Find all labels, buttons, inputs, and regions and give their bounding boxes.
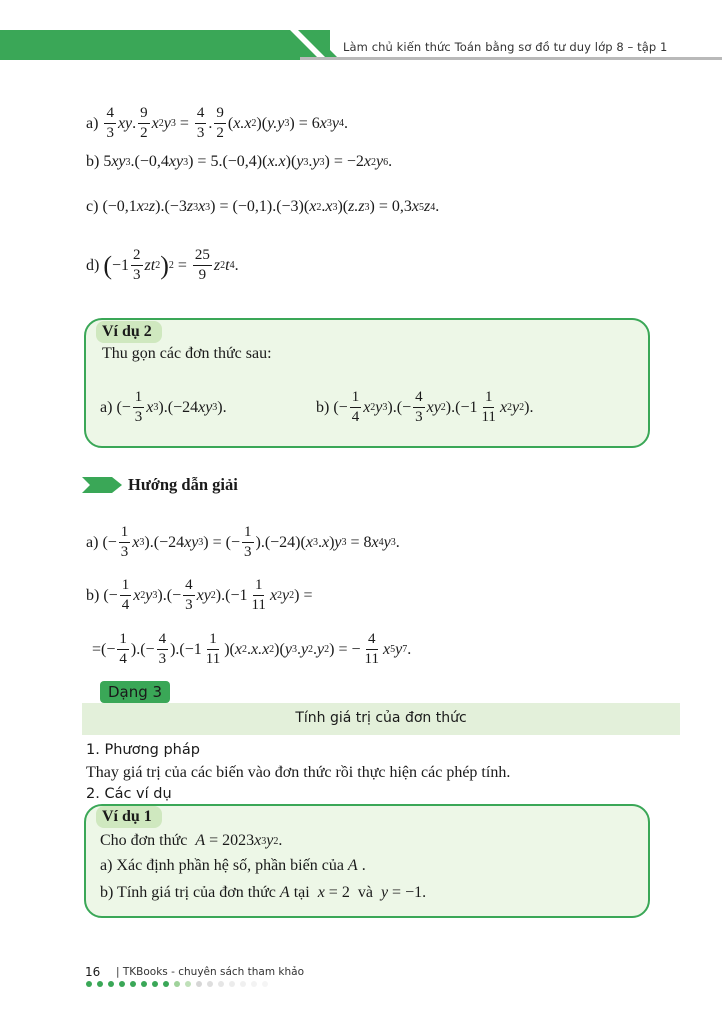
example1-line1-text: Cho đơn thức bbox=[100, 832, 188, 849]
footer-dot bbox=[251, 981, 257, 987]
example2-a: a) (− $\frac{1}{3}$ x 3 ).(−24 xy 3 ). bbox=[100, 389, 227, 425]
footer-dot bbox=[174, 981, 180, 987]
method-text: Thay giá trị của các biến vào đơn thức rồi thực hiện các phép tính. bbox=[86, 764, 511, 781]
footer-dot bbox=[108, 981, 114, 987]
label-b: b) bbox=[86, 586, 100, 604]
example1-line3-at: tại bbox=[293, 884, 310, 901]
guide-a-line: a) (− $\frac{1}{3}$ x 3 ).(−24 xy 3 ) = (− $\frac{1}{3}$ ).(−24)( x 3 . x ) y 3 = 8 x 4 y 3 . bbox=[86, 524, 400, 560]
footer-text: | TKBooks - chuyên sách tham khảo bbox=[116, 966, 305, 978]
dang3-title: Tính giá trị của đơn thức bbox=[295, 710, 467, 726]
example2-b: b) (− $\frac{1}{4}$ x 2 y 3 ).(− $\frac{4}{3}$ xy 2 ).(−1 $\frac{1}{11}$ x 2 y 2 ). bbox=[316, 389, 534, 425]
footer-dot bbox=[141, 981, 147, 987]
example1-line2: a) Xác định phần hệ số, phần biến của A . bbox=[100, 857, 366, 874]
label-d: d) bbox=[86, 256, 100, 274]
label-c: c) bbox=[86, 198, 99, 215]
header-green-bar bbox=[0, 30, 330, 60]
example1-line2-text: a) Xác định phần hệ số, phần biến của bbox=[100, 857, 344, 874]
header-title: Làm chủ kiến thức Toán bằng sơ đồ tư duy lớp 8 – tập 1 bbox=[343, 40, 668, 54]
footer-dot bbox=[163, 981, 169, 987]
footer-dot bbox=[119, 981, 125, 987]
footer-dots bbox=[86, 981, 268, 987]
footer-dot bbox=[152, 981, 158, 987]
footer-dot bbox=[196, 981, 202, 987]
label-a: a) bbox=[86, 533, 99, 551]
example1-line3-text: b) Tính giá trị của đơn thức bbox=[100, 884, 276, 901]
solution-c-line: c) (−0,1 x 2 z ).(−3 z 3 x 3 ) = (−0,1).(−3)( x 2 . x 3 )( z.z 3 ) = 0,3 x 5 z 4 . bbox=[86, 198, 440, 215]
footer-dot bbox=[86, 981, 92, 987]
guide-b-line1: b) (− $\frac{1}{4}$ x 2 y 3 ).(− $\frac{4}{3}$ xy 2 ).(−1 $\frac{1}{11}$ x 2 y 2 ) = bbox=[86, 577, 313, 613]
dang3-tag: Dạng 3 bbox=[100, 681, 170, 703]
solution-d-line: d) ( −1 $\frac{2}{3}$ zt 2 ) 2 = $\frac{25}{9}$ z 2 t 4 . bbox=[86, 247, 239, 283]
example1-tag: Ví dụ 1 bbox=[96, 806, 162, 828]
label-b: b) bbox=[316, 398, 330, 416]
header-rule bbox=[300, 57, 722, 60]
example1-line3: b) Tính giá trị của đơn thức A tại x = 2 và y = −1. bbox=[100, 884, 427, 901]
footer-dot bbox=[97, 981, 103, 987]
solution-b-line: b) 5 xy 3 .(−0,4 xy 3 ) = 5.(−0,4)( x.x )( y 3 . y 3 ) = −2 x 2 y 6 . bbox=[86, 153, 393, 170]
example1-line1: Cho đơn thức A = 2023 x 3 y 2 . bbox=[100, 832, 283, 849]
footer-dot bbox=[185, 981, 191, 987]
method-heading: 1. Phương pháp bbox=[86, 742, 200, 758]
footer-dot bbox=[130, 981, 136, 987]
guide-title: Hướng dẫn giải bbox=[128, 475, 238, 494]
guide-b-line2: =(− $\frac{1}{4}$ ).(− $\frac{4}{3}$ ).(−1 $\frac{1}{11}$ )( x 2 . x.x 2 )( y 3 . y 2 . y 2 ) = − $\frac{4}{11}$ x 5 y 7 . bbox=[92, 631, 412, 667]
footer-dot bbox=[207, 981, 213, 987]
footer-dot bbox=[229, 981, 235, 987]
page-number: 16 bbox=[85, 965, 101, 979]
label-a: a) bbox=[100, 398, 113, 416]
label-a: a) bbox=[86, 114, 99, 132]
solution-a-line: a) $\frac{4}{3}$ xy . $\frac{9}{2}$ x 2 y 3 = $\frac{4}{3}$ . $\frac{9}{2}$ ( x.x 2 )( y.y 3 ) = 6 x 3 y 4 . bbox=[86, 105, 348, 141]
example2-box bbox=[84, 318, 650, 448]
examples-heading: 2. Các ví dụ bbox=[86, 786, 172, 802]
example2-tag: Ví dụ 2 bbox=[96, 321, 162, 343]
label-b: b) bbox=[86, 153, 100, 170]
footer-dot bbox=[240, 981, 246, 987]
example1-line3-and: và bbox=[357, 884, 373, 901]
footer-dot bbox=[262, 981, 268, 987]
guide-arrow-icon bbox=[82, 477, 122, 493]
footer-dot bbox=[218, 981, 224, 987]
example2-prompt: Thu gọn các đơn thức sau: bbox=[102, 345, 272, 362]
